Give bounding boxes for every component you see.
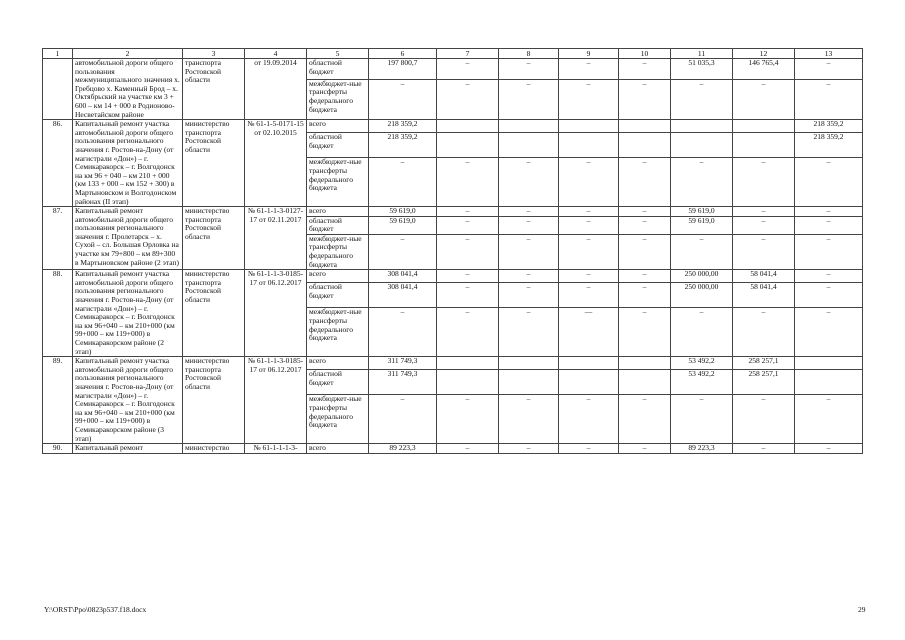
amount-cell: 89 223,3 bbox=[671, 444, 733, 454]
amount-cell: – bbox=[499, 59, 559, 80]
funding-source: межбюджет-ные трансферты федерального бюджета bbox=[307, 158, 369, 207]
column-header: 6 bbox=[369, 49, 437, 59]
funding-source: областной бюджет bbox=[307, 59, 369, 80]
amount-cell: 59 619,0 bbox=[369, 216, 437, 234]
object-name: Капитальный ремонт автомобильной дороги общего пользования регионального значения г. Пролетарск – х. Сухой – сл. Большая Орловка на участке км 79+800 – км 89+300 в Мартыновском районе (2 этап) bbox=[73, 207, 183, 270]
amount-cell: – bbox=[671, 158, 733, 207]
amount-cell: 53 492,2 bbox=[671, 370, 733, 395]
funding-source: межбюджет-ные трансферты федерального бюджета bbox=[307, 79, 369, 119]
amount-cell: – bbox=[499, 444, 559, 454]
amount-cell: – bbox=[733, 395, 795, 444]
table-body bbox=[43, 49, 863, 454]
amount-cell: 89 223,3 bbox=[369, 444, 437, 454]
object-name: Капитальный ремонт bbox=[73, 444, 183, 454]
funding-source: областной бюджет bbox=[307, 216, 369, 234]
amount-cell: 58 041,4 bbox=[733, 270, 795, 283]
amount-cell bbox=[619, 133, 671, 158]
amount-cell: 258 257,1 bbox=[733, 370, 795, 395]
amount-cell: – bbox=[733, 216, 795, 234]
amount-cell: – bbox=[559, 395, 619, 444]
amount-cell: – bbox=[559, 234, 619, 269]
amount-cell: – bbox=[671, 79, 733, 119]
funding-source: областной бюджет bbox=[307, 370, 369, 395]
table-row bbox=[43, 207, 863, 217]
amount-cell: – bbox=[619, 79, 671, 119]
expertise-doc: № 61-1-1-3-0185-17 от 06.12.2017 bbox=[245, 357, 307, 444]
funding-source: всего bbox=[307, 444, 369, 454]
amount-cell: – bbox=[369, 395, 437, 444]
amount-cell: – bbox=[733, 79, 795, 119]
amount-cell: – bbox=[619, 207, 671, 217]
amount-cell: – bbox=[671, 395, 733, 444]
amount-cell: 308 041,4 bbox=[369, 283, 437, 308]
row-number: 87. bbox=[43, 207, 73, 270]
amount-cell: – bbox=[795, 308, 863, 357]
amount-cell: – bbox=[619, 158, 671, 207]
row-number: 88. bbox=[43, 270, 73, 357]
column-header: 2 bbox=[73, 49, 183, 59]
amount-cell: – bbox=[619, 59, 671, 80]
amount-cell: – bbox=[499, 270, 559, 283]
amount-cell: – bbox=[499, 216, 559, 234]
column-header: 12 bbox=[733, 49, 795, 59]
object-name: Капитальный ремонт участка автомобильной дороги общего пользования регионального значения г. Ростов-на-Дону (от магистрали «Дон») – г. Семикаракорск – г. Волгодонск на км 96 + 040 – км 210 + 000 (км 133 + 000 – км 152 + 300) в Мартыновском и Волгодонском районах (II этап) bbox=[73, 120, 183, 207]
amount-cell: – bbox=[733, 234, 795, 269]
funding-source: межбюджет-ные трансферты федерального бюджета bbox=[307, 395, 369, 444]
amount-cell: – bbox=[369, 79, 437, 119]
column-header: 4 bbox=[245, 49, 307, 59]
funding-source: всего bbox=[307, 207, 369, 217]
table-row bbox=[43, 59, 863, 80]
customer: транспорта Ростовской области bbox=[183, 59, 245, 120]
column-header: 3 bbox=[183, 49, 245, 59]
row-number: 89. bbox=[43, 357, 73, 444]
amount-cell: – bbox=[499, 207, 559, 217]
amount-cell: – bbox=[437, 308, 499, 357]
amount-cell bbox=[437, 133, 499, 158]
amount-cell: – bbox=[437, 234, 499, 269]
column-header: 7 bbox=[437, 49, 499, 59]
data-table bbox=[42, 48, 863, 454]
table-row bbox=[43, 270, 863, 283]
row-number: 86. bbox=[43, 120, 73, 207]
customer: министерство транспорта Ростовской области bbox=[183, 207, 245, 270]
amount-cell: – bbox=[559, 207, 619, 217]
amount-cell: 250 000,00 bbox=[671, 283, 733, 308]
amount-cell: – bbox=[437, 395, 499, 444]
amount-cell: – bbox=[671, 234, 733, 269]
amount-cell: – bbox=[437, 158, 499, 207]
amount-cell: – bbox=[369, 308, 437, 357]
amount-cell bbox=[499, 357, 559, 370]
amount-cell bbox=[795, 370, 863, 395]
amount-cell: – bbox=[559, 283, 619, 308]
amount-cell bbox=[619, 357, 671, 370]
amount-cell: – bbox=[559, 270, 619, 283]
amount-cell: – bbox=[559, 158, 619, 207]
file-path: Y:\ORST\Ppo\0823p537.f18.docx bbox=[44, 605, 147, 614]
amount-cell: 59 619,0 bbox=[671, 216, 733, 234]
amount-cell: – bbox=[795, 395, 863, 444]
amount-cell bbox=[559, 120, 619, 133]
amount-cell bbox=[499, 370, 559, 395]
column-header: 9 bbox=[559, 49, 619, 59]
amount-cell: – bbox=[437, 59, 499, 80]
amount-cell: – bbox=[559, 59, 619, 80]
amount-cell: – bbox=[619, 234, 671, 269]
column-header: 1 bbox=[43, 49, 73, 59]
amount-cell bbox=[499, 120, 559, 133]
amount-cell: 59 619,0 bbox=[369, 207, 437, 217]
amount-cell: – bbox=[795, 207, 863, 217]
customer: министерство транспорта Ростовской области bbox=[183, 120, 245, 207]
row-number: 90. bbox=[43, 444, 73, 454]
amount-cell: – bbox=[619, 308, 671, 357]
amount-cell bbox=[671, 120, 733, 133]
amount-cell: – bbox=[795, 79, 863, 119]
amount-cell: – bbox=[733, 207, 795, 217]
table-row bbox=[43, 357, 863, 370]
column-header: 11 bbox=[671, 49, 733, 59]
amount-cell bbox=[559, 370, 619, 395]
amount-cell: – bbox=[619, 283, 671, 308]
customer: министерство транспорта Ростовской области bbox=[183, 270, 245, 357]
amount-cell: – bbox=[499, 308, 559, 357]
amount-cell: – bbox=[733, 308, 795, 357]
amount-cell bbox=[671, 133, 733, 158]
amount-cell: – bbox=[795, 216, 863, 234]
amount-cell: – bbox=[369, 158, 437, 207]
amount-cell: – bbox=[437, 216, 499, 234]
object-name: автомобильной дороги общего пользования межмуниципального значения х. Гребцово х. Каменный Брод – х. Октябрьский на участке км 3 + 600 – км 14 + 000 в Родионово-Несветайском районе bbox=[73, 59, 183, 120]
funding-source: областной бюджет bbox=[307, 283, 369, 308]
amount-cell: – bbox=[619, 395, 671, 444]
column-header: 8 bbox=[499, 49, 559, 59]
amount-cell: 250 000,00 bbox=[671, 270, 733, 283]
amount-cell: – bbox=[619, 444, 671, 454]
amount-cell: 197 800,7 bbox=[369, 59, 437, 80]
amount-cell: 146 765,4 bbox=[733, 59, 795, 80]
funding-source: межбюджет-ные трансферты федерального бюджета bbox=[307, 308, 369, 357]
amount-cell: – bbox=[795, 158, 863, 207]
expertise-doc: № 61-1-1-3-0185-17 от 06.12.2017 bbox=[245, 270, 307, 357]
amount-cell: – bbox=[619, 270, 671, 283]
amount-cell: – bbox=[559, 444, 619, 454]
funding-source: всего bbox=[307, 120, 369, 133]
table-row bbox=[43, 444, 863, 454]
amount-cell: 311 749,3 bbox=[369, 357, 437, 370]
amount-cell: 51 035,3 bbox=[671, 59, 733, 80]
amount-cell: – bbox=[559, 79, 619, 119]
customer: министерство bbox=[183, 444, 245, 454]
amount-cell: – bbox=[795, 444, 863, 454]
amount-cell: – bbox=[671, 308, 733, 357]
amount-cell: – bbox=[559, 216, 619, 234]
customer: министерство транспорта Ростовской области bbox=[183, 357, 245, 444]
amount-cell: 218 359,2 bbox=[795, 120, 863, 133]
amount-cell: – bbox=[437, 444, 499, 454]
amount-cell: 218 359,2 bbox=[369, 120, 437, 133]
expertise-doc: № 61-1-1-1-3- bbox=[245, 444, 307, 454]
amount-cell: 308 041,4 bbox=[369, 270, 437, 283]
amount-cell: – bbox=[437, 207, 499, 217]
amount-cell: 59 619,0 bbox=[671, 207, 733, 217]
amount-cell bbox=[559, 357, 619, 370]
amount-cell: – bbox=[499, 234, 559, 269]
amount-cell: – bbox=[795, 283, 863, 308]
amount-cell: – bbox=[795, 270, 863, 283]
amount-cell bbox=[733, 133, 795, 158]
amount-cell bbox=[437, 120, 499, 133]
table-row bbox=[43, 120, 863, 133]
amount-cell bbox=[795, 357, 863, 370]
amount-cell: – bbox=[499, 79, 559, 119]
amount-cell: – bbox=[619, 216, 671, 234]
amount-cell: – bbox=[437, 270, 499, 283]
amount-cell: – bbox=[499, 283, 559, 308]
amount-cell: – bbox=[733, 158, 795, 207]
amount-cell: – bbox=[795, 59, 863, 80]
amount-cell: – bbox=[499, 395, 559, 444]
funding-source: областной бюджет bbox=[307, 133, 369, 158]
amount-cell: – bbox=[437, 79, 499, 119]
column-header: 10 bbox=[619, 49, 671, 59]
funding-source: межбюджет-ные трансферты федерального бюджета bbox=[307, 234, 369, 269]
object-name: Капитальный ремонт участка автомобильной дороги общего пользования регионального значения г. Ростов-на-Дону (от магистрали «Дон») – г. Семикаракорск – г. Волгодонск на км 96+040 – км 210+000 (км 99+000 – км 119+000) в Семикаракорском районе (2 этап) bbox=[73, 270, 183, 357]
amount-cell bbox=[619, 120, 671, 133]
column-header: 5 bbox=[307, 49, 369, 59]
expertise-doc: от 19.09.2014 bbox=[245, 59, 307, 120]
header-row bbox=[43, 49, 863, 59]
amount-cell bbox=[437, 370, 499, 395]
row-number bbox=[43, 59, 73, 120]
amount-cell: – bbox=[369, 234, 437, 269]
expertise-doc: № 61-1-1-3-0127-17 от 02.11.2017 bbox=[245, 207, 307, 270]
expertise-doc: № 61-1-5-0171-15 от 02.10.2015 bbox=[245, 120, 307, 207]
amount-cell: 258 257,1 bbox=[733, 357, 795, 370]
amount-cell: — bbox=[559, 308, 619, 357]
amount-cell: 218 359,2 bbox=[369, 133, 437, 158]
amount-cell bbox=[499, 133, 559, 158]
amount-cell bbox=[733, 120, 795, 133]
funding-source: всего bbox=[307, 357, 369, 370]
amount-cell: 218 359,2 bbox=[795, 133, 863, 158]
amount-cell: – bbox=[733, 444, 795, 454]
object-name: Капитальный ремонт участка автомобильной дороги общего пользования регионального значения г. Ростов-на-Дону (от магистрали «Дон») – г. Семикаракорск – г. Волгодонск на км 96+040 – км 210+000 (км 99+000 – км 119+000) в Семикаракорском районе (3 этап) bbox=[73, 357, 183, 444]
amount-cell: – bbox=[437, 283, 499, 308]
column-header: 13 bbox=[795, 49, 863, 59]
amount-cell bbox=[437, 357, 499, 370]
amount-cell bbox=[619, 370, 671, 395]
amount-cell: – bbox=[499, 158, 559, 207]
amount-cell bbox=[559, 133, 619, 158]
amount-cell: – bbox=[795, 234, 863, 269]
page-number: 29 bbox=[858, 605, 866, 614]
amount-cell: 53 492,2 bbox=[671, 357, 733, 370]
amount-cell: 58 041,4 bbox=[733, 283, 795, 308]
funding-source: всего bbox=[307, 270, 369, 283]
amount-cell: 311 749,3 bbox=[369, 370, 437, 395]
